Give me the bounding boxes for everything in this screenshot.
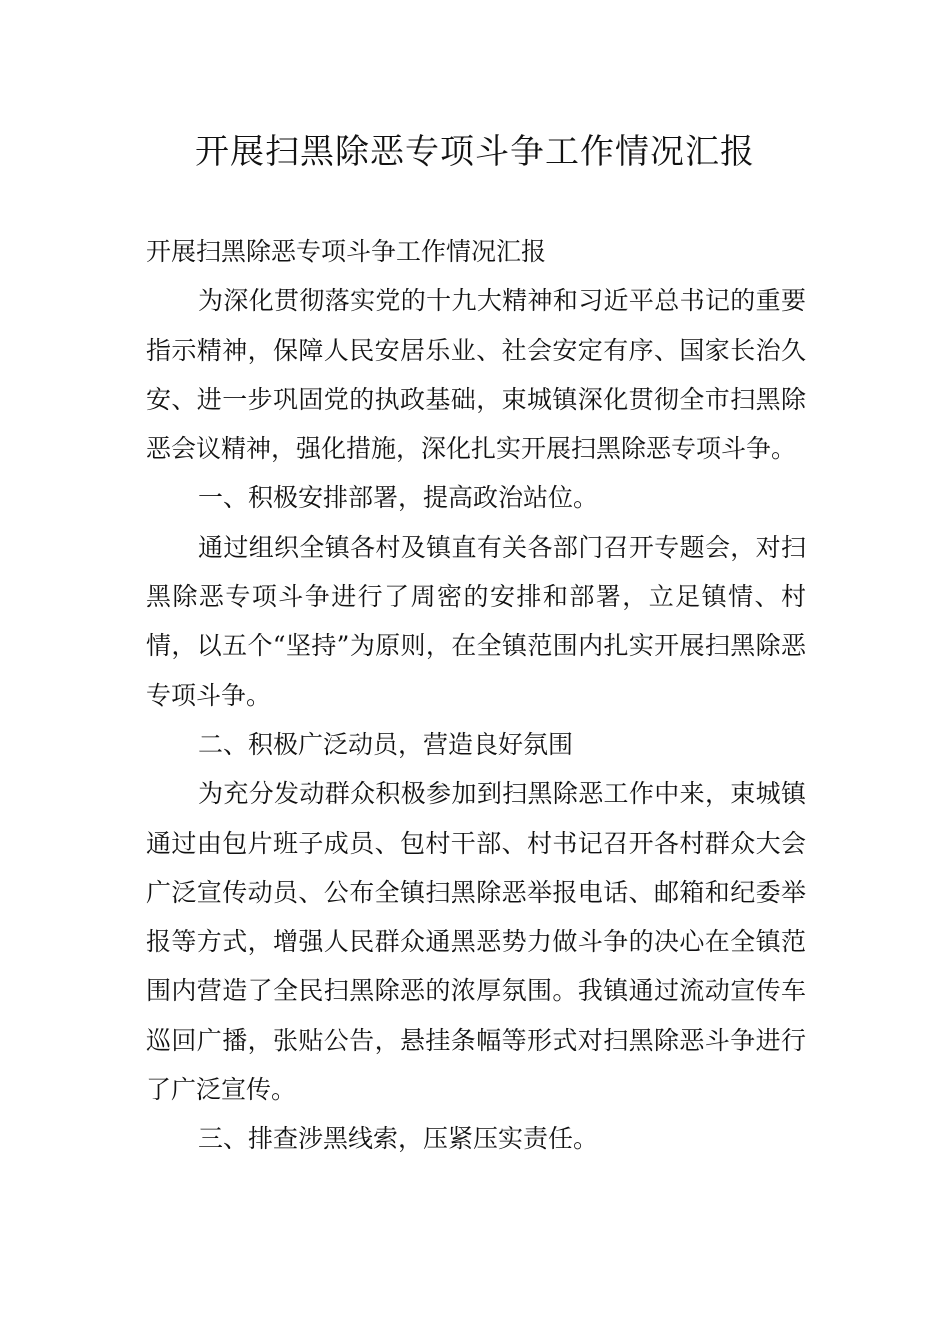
document-title: 开展扫黑除恶专项斗争工作情况汇报 bbox=[195, 132, 755, 172]
paragraph-intro: 为深化贯彻落实党的十九大精神和习近平总书记的重要指示精神，保障人民安居乐业、社会安定有序、国家长治久安、进一步巩固党的执政基础，束城镇深化贯彻全市扫黑除恶会议精神，强化措施，深化扎实开展扫黑除恶专项斗争。 bbox=[146, 286, 806, 464]
section-heading-1: 一、积极安排部署，提高政治站位。 bbox=[198, 483, 599, 513]
section-heading-3: 三、排查涉黑线索，压紧压实责任。 bbox=[198, 1124, 599, 1154]
section-heading-2: 二、积极广泛动员，营造良好氛围 bbox=[198, 729, 574, 759]
paragraph-section-2: 为充分发动群众积极参加到扫黑除恶工作中来，束城镇通过由包片班子成员、包村干部、村书记召开各村群众大会广泛宣传动员、公布全镇扫黑除恶举报电话、邮箱和纪委举报等方式，增强人民群众通黑恶势力做斗争的决心在全镇范围内营造了全民扫黑除恶的浓厚氛围。我镇通过流动宣传车巡回广播，张贴公告，悬挂条幅等形式对扫黑除恶斗争进行了广泛宣传。 bbox=[146, 779, 806, 1105]
paragraph-section-1: 通过组织全镇各村及镇直有关各部门召开专题会，对扫黑除恶专项斗争进行了周密的安排和部署，立足镇情、村情，以五个“坚持”为原则，在全镇范围内扎实开展扫黑除恶专项斗争。 bbox=[146, 532, 806, 710]
document-body bbox=[146, 227, 806, 1164]
document-subtitle: 开展扫黑除恶专项斗争工作情况汇报 bbox=[146, 237, 547, 266]
